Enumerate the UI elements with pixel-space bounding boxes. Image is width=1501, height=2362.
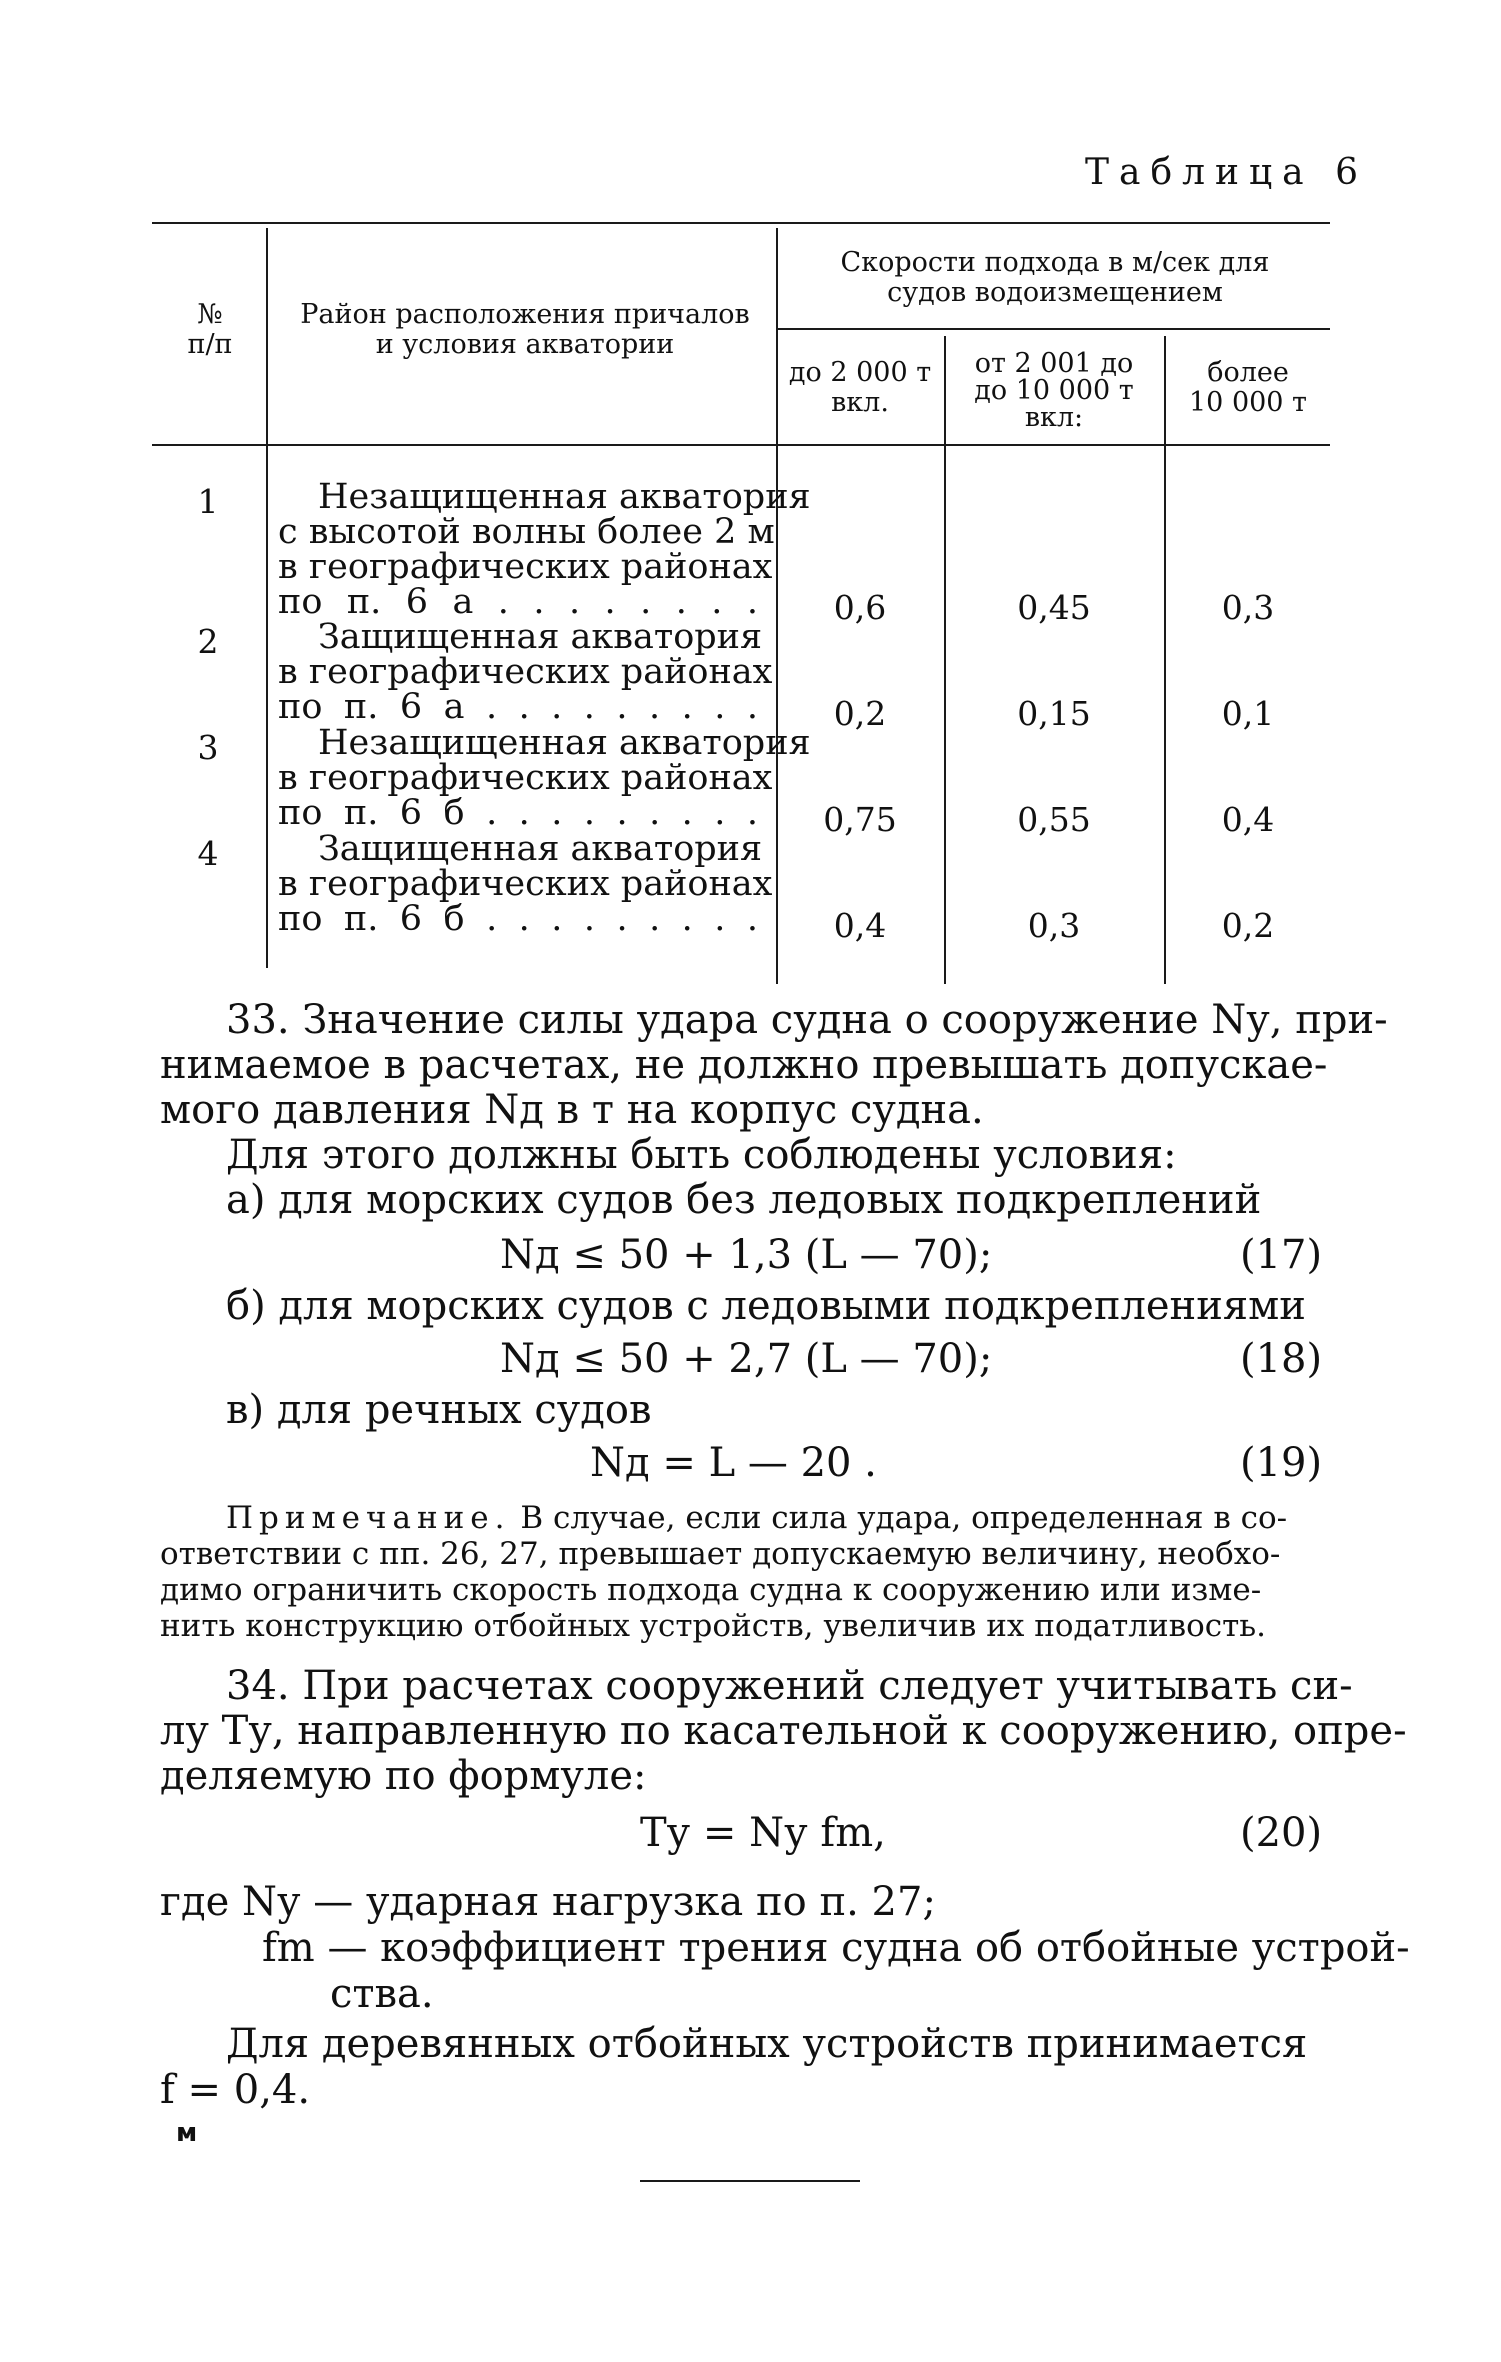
row-3-number: 3: [197, 728, 219, 767]
row-1-line: Незащищенная акватория: [318, 477, 811, 517]
section-33-line: 33. Значение силы удара судна о сооружение Nу, при-: [226, 997, 1388, 1043]
row-4-line: Защищенная акватория: [318, 829, 763, 869]
note-line: ответствии с пп. 26, 27, превышает допускаемую величину, необхо-: [160, 1536, 1281, 1572]
section-34-line: лу Tу, направленную по касательной к сооружению, опре-: [160, 1708, 1407, 1754]
row-1-line: в географических районах: [278, 547, 773, 587]
note-line: В случае, если сила удара, определенная в со-: [510, 1500, 1288, 1536]
header-speeds-group: Скорости подхода в м/сек для судов водоизмещением: [840, 247, 1270, 308]
equation-number-19: (19): [1240, 1440, 1323, 1486]
formula-19: Nд = L — 20 .: [590, 1440, 877, 1486]
row-1-speed-3: 0,3: [1221, 588, 1275, 627]
row-2-line: по п. 6 а . . . . . . . . .: [278, 687, 758, 727]
item-c: в) для речных судов: [226, 1387, 652, 1433]
section-34-line: 34. При расчетах сооружений следует учитывать си-: [226, 1663, 1353, 1709]
row-2-line: Защищенная акватория: [318, 617, 763, 657]
row-3-speed-1: 0,75: [823, 800, 897, 839]
equation-number-20: (20): [1240, 1810, 1323, 1856]
table-top-rule: [152, 222, 1330, 224]
section-33-line: а) для морских судов без ледовых подкреплений: [226, 1177, 1262, 1223]
formula-20: Tу = Nу fm,: [640, 1810, 886, 1856]
table-title: Таблица 6: [1085, 152, 1368, 193]
row-4-line: в географических районах: [278, 864, 773, 904]
row-4-speed-3: 0,2: [1221, 906, 1275, 945]
row-4-speed-1: 0,4: [833, 906, 887, 945]
row-1-number: 1: [197, 482, 219, 521]
final-line-1: Для деревянных отбойных устройств принимается: [226, 2021, 1308, 2067]
row-1-line: с высотой волны более 2 м: [278, 512, 775, 552]
row-3-line: Незащищенная акватория: [318, 723, 811, 763]
formula-17: Nд ≤ 50 + 1,3 (L — 70);: [500, 1232, 993, 1278]
row-1-speed-2: 0,45: [1017, 588, 1091, 627]
row-2-speed-1: 0,2: [833, 694, 887, 733]
note-first-line: [226, 1500, 1287, 1536]
row-2-description: [278, 617, 773, 727]
section-33-line: нимаемое в расчетах, не должно превышать допускае-: [160, 1042, 1328, 1088]
row-4-speed-2: 0,3: [1027, 906, 1081, 945]
row-1-speed-1: 0,6: [833, 588, 887, 627]
row-2-line: в географических районах: [278, 652, 773, 692]
note-line: нить конструкцию отбойных устройств, увеличив их податливость.: [160, 1608, 1266, 1644]
where-line-1: где Nу — ударная нагрузка по п. 27;: [160, 1879, 936, 1925]
equation-number-17: (17): [1240, 1232, 1323, 1278]
note-label: Примечание.: [226, 1500, 511, 1536]
row-3-speed-2: 0,55: [1017, 800, 1091, 839]
row-4-line: по п. 6 б . . . . . . . . .: [278, 899, 758, 939]
section-34-line: деляемую по формуле:: [160, 1753, 647, 1799]
where-line-2: fm — коэффициент трения судна об отбойные устрой-: [262, 1925, 1410, 1971]
row-2-speed-2: 0,15: [1017, 694, 1091, 733]
table-header-rule: [152, 444, 1330, 446]
equation-number-18: (18): [1240, 1336, 1323, 1382]
header-speed-3: более 10 000 т: [1189, 357, 1307, 418]
col-divider-4: [1164, 336, 1166, 984]
header-speed-2: от 2 001 до до 10 000 т вкл:: [974, 348, 1134, 433]
header-col-region: Район расположения причалов и условия акватории: [300, 299, 750, 360]
section-33-line: Для этого должны быть соблюдены условия:: [226, 1132, 1177, 1178]
row-3-line: в географических районах: [278, 758, 773, 798]
final-subscript: м: [176, 2118, 198, 2148]
row-2-speed-3: 0,1: [1221, 694, 1275, 733]
note-line: димо ограничить скорость подхода судна к сооружению или изме-: [160, 1572, 1262, 1608]
col-divider-3: [944, 336, 946, 984]
section-33-line: мого давления Nд в т на корпус судна.: [160, 1087, 984, 1133]
row-3-line: по п. 6 б . . . . . . . . .: [278, 793, 758, 833]
row-3-description: [278, 723, 811, 833]
row-3-speed-3: 0,4: [1221, 800, 1275, 839]
row-2-number: 2: [197, 622, 219, 661]
formula-18: Nд ≤ 50 + 2,7 (L — 70);: [500, 1336, 993, 1382]
bottom-rule: [640, 2180, 860, 2182]
row-1-description: [278, 477, 811, 622]
final-line-2: f = 0,4.: [160, 2067, 311, 2113]
item-b: б) для морских судов с ледовыми подкреплениями: [226, 1283, 1306, 1329]
where-line-3: ства.: [330, 1971, 434, 2017]
col-divider-1: [266, 228, 268, 968]
col-divider-2: [776, 228, 778, 984]
row-1-line: по п. 6 а . . . . . . . .: [278, 582, 758, 622]
row-4-description: [278, 829, 773, 939]
header-col-number: № п/п: [187, 299, 233, 360]
header-speed-1: до 2 000 т вкл.: [788, 357, 932, 418]
row-4-number: 4: [197, 834, 219, 873]
speeds-group-rule: [778, 328, 1330, 330]
